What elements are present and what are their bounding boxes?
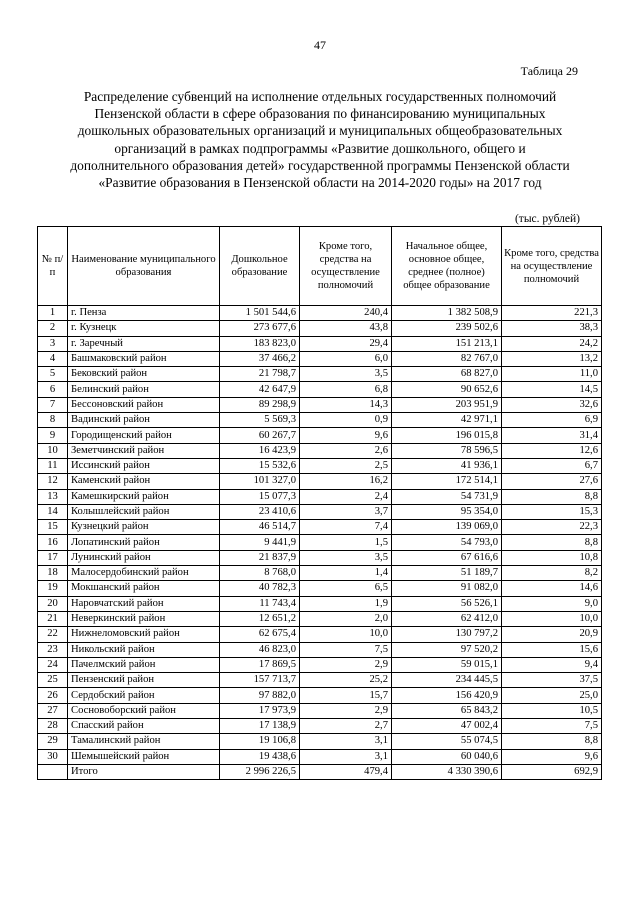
preschool-extra-amount: 43,8	[300, 321, 392, 336]
preschool-amount: 273 677,6	[220, 321, 300, 336]
row-index: 3	[38, 336, 68, 351]
municipality-name: Каменский район	[68, 474, 220, 489]
preschool-amount: 17 138,9	[220, 719, 300, 734]
municipality-name: Мокшанский район	[68, 581, 220, 596]
row-index: 1	[38, 306, 68, 321]
general-amount: 54 731,9	[392, 489, 502, 504]
preschool-amount: 12 651,2	[220, 611, 300, 626]
general-amount: 42 971,1	[392, 413, 502, 428]
general-amount: 47 002,4	[392, 719, 502, 734]
table-row	[38, 351, 602, 366]
preschool-extra-amount: 3,5	[300, 550, 392, 565]
preschool-amount: 15 077,3	[220, 489, 300, 504]
preschool-amount: 46 823,0	[220, 642, 300, 657]
municipality-name: Нижнеломовский район	[68, 627, 220, 642]
general-amount: 203 951,9	[392, 397, 502, 412]
preschool-amount: 183 823,0	[220, 336, 300, 351]
table-row	[38, 458, 602, 473]
row-index: 26	[38, 688, 68, 703]
general-extra-amount: 6,7	[502, 458, 602, 473]
subvention-table	[37, 226, 602, 780]
general-extra-amount: 15,3	[502, 504, 602, 519]
municipality-name: г. Заречный	[68, 336, 220, 351]
table-row	[38, 504, 602, 519]
general-extra-amount: 12,6	[502, 443, 602, 458]
general-extra-amount: 14,6	[502, 581, 602, 596]
municipality-name: Наровчатский район	[68, 596, 220, 611]
preschool-extra-amount: 3,1	[300, 734, 392, 749]
general-extra-amount: 6,9	[502, 413, 602, 428]
table-row	[38, 550, 602, 565]
unit-note: (тыс. рублей)	[514, 213, 580, 225]
table-row	[38, 367, 602, 382]
total-general-extra-amount: 692,9	[502, 764, 602, 779]
preschool-amount: 17 973,9	[220, 703, 300, 718]
row-index: 28	[38, 719, 68, 734]
general-amount: 65 843,2	[392, 703, 502, 718]
preschool-amount: 9 441,9	[220, 535, 300, 550]
preschool-amount: 37 466,2	[220, 351, 300, 366]
preschool-amount: 19 106,8	[220, 734, 300, 749]
general-extra-amount: 9,6	[502, 749, 602, 764]
municipality-name: Никольский район	[68, 642, 220, 657]
preschool-extra-amount: 6,5	[300, 581, 392, 596]
preschool-amount: 15 532,6	[220, 458, 300, 473]
general-amount: 130 797,2	[392, 627, 502, 642]
general-amount: 68 827,0	[392, 367, 502, 382]
general-extra-amount: 9,4	[502, 657, 602, 672]
preschool-extra-amount: 2,9	[300, 703, 392, 718]
municipality-name: Лунинский район	[68, 550, 220, 565]
preschool-extra-amount: 10,0	[300, 627, 392, 642]
table-row	[38, 581, 602, 596]
total-general-amount: 4 330 390,6	[392, 764, 502, 779]
preschool-extra-amount: 2,6	[300, 443, 392, 458]
preschool-extra-amount: 2,4	[300, 489, 392, 504]
preschool-extra-amount: 3,5	[300, 367, 392, 382]
preschool-amount: 60 267,7	[220, 428, 300, 443]
municipality-name: Кузнецкий район	[68, 520, 220, 535]
general-amount: 55 074,5	[392, 734, 502, 749]
table-row	[38, 474, 602, 489]
total-preschool-amount: 2 996 226,5	[220, 764, 300, 779]
row-index: 10	[38, 443, 68, 458]
preschool-extra-amount: 9,6	[300, 428, 392, 443]
table-header	[38, 227, 602, 306]
header-index: № п/п	[38, 227, 68, 306]
table-row	[38, 321, 602, 336]
general-extra-amount: 10,8	[502, 550, 602, 565]
table-row	[38, 566, 602, 581]
total-label: Итого	[68, 764, 220, 779]
preschool-extra-amount: 6,8	[300, 382, 392, 397]
row-index: 17	[38, 550, 68, 565]
preschool-extra-amount: 1,5	[300, 535, 392, 550]
table-row	[38, 703, 602, 718]
municipality-name: Городищенский район	[68, 428, 220, 443]
preschool-amount: 62 675,4	[220, 627, 300, 642]
row-index: 22	[38, 627, 68, 642]
row-index: 2	[38, 321, 68, 336]
general-amount: 62 412,0	[392, 611, 502, 626]
general-extra-amount: 20,9	[502, 627, 602, 642]
row-index: 25	[38, 673, 68, 688]
municipality-name: Башмаковский район	[68, 351, 220, 366]
row-index: 23	[38, 642, 68, 657]
municipality-name: Пачелмский район	[68, 657, 220, 672]
header-general: Начальное общее, основное общее, среднее (полное) общее образование	[392, 227, 502, 306]
table-row	[38, 657, 602, 672]
general-amount: 151 213,1	[392, 336, 502, 351]
row-index: 11	[38, 458, 68, 473]
municipality-name: г. Кузнецк	[68, 321, 220, 336]
table-row	[38, 627, 602, 642]
general-amount: 95 354,0	[392, 504, 502, 519]
row-index: 30	[38, 749, 68, 764]
row-index: 18	[38, 566, 68, 581]
municipality-name: Шемышейский район	[68, 749, 220, 764]
municipality-name: Сосновоборский район	[68, 703, 220, 718]
total-row-index	[38, 764, 68, 779]
general-amount: 91 082,0	[392, 581, 502, 596]
preschool-extra-amount: 2,5	[300, 458, 392, 473]
table-body	[38, 306, 602, 780]
municipality-name: Малосердобинский район	[68, 566, 220, 581]
general-extra-amount: 32,6	[502, 397, 602, 412]
table-row	[38, 749, 602, 764]
general-amount: 97 520,2	[392, 642, 502, 657]
preschool-extra-amount: 2,0	[300, 611, 392, 626]
preschool-amount: 23 410,6	[220, 504, 300, 519]
general-extra-amount: 38,3	[502, 321, 602, 336]
preschool-amount: 21 798,7	[220, 367, 300, 382]
table-row	[38, 673, 602, 688]
preschool-amount: 101 327,0	[220, 474, 300, 489]
municipality-name: Неверкинский район	[68, 611, 220, 626]
preschool-amount: 17 869,5	[220, 657, 300, 672]
preschool-extra-amount: 2,7	[300, 719, 392, 734]
row-index: 8	[38, 413, 68, 428]
preschool-extra-amount: 3,7	[300, 504, 392, 519]
total-row	[38, 764, 602, 779]
preschool-extra-amount: 14,3	[300, 397, 392, 412]
preschool-amount: 157 713,7	[220, 673, 300, 688]
municipality-name: Белинский район	[68, 382, 220, 397]
document-title: Распределение субвенций на исполнение отдельных государственных полномочий Пензенской области в сфере образования по финансированию муниципальных дошкольных образовательных организаций и муниципальных общеобразовательных организаций в рамках подпрограммы «Развитие дошкольного, общего и дополнительного образования детей» государственной программы Пензенской области «Развитие образования в Пензенской области на 2014-2020 годы» на 2017 год	[70, 89, 570, 191]
municipality-name: Бековский район	[68, 367, 220, 382]
general-amount: 1 382 508,9	[392, 306, 502, 321]
table-row	[38, 520, 602, 535]
preschool-amount: 8 768,0	[220, 566, 300, 581]
table-row	[38, 642, 602, 657]
preschool-extra-amount: 25,2	[300, 673, 392, 688]
general-amount: 239 502,6	[392, 321, 502, 336]
general-extra-amount: 7,5	[502, 719, 602, 734]
preschool-amount: 19 438,6	[220, 749, 300, 764]
general-amount: 41 936,1	[392, 458, 502, 473]
general-extra-amount: 8,8	[502, 535, 602, 550]
general-amount: 234 445,5	[392, 673, 502, 688]
general-amount: 82 767,0	[392, 351, 502, 366]
general-extra-amount: 8,2	[502, 566, 602, 581]
general-extra-amount: 221,3	[502, 306, 602, 321]
general-extra-amount: 14,5	[502, 382, 602, 397]
table-row	[38, 336, 602, 351]
general-extra-amount: 27,6	[502, 474, 602, 489]
general-extra-amount: 9,0	[502, 596, 602, 611]
table-row	[38, 734, 602, 749]
preschool-extra-amount: 2,9	[300, 657, 392, 672]
general-extra-amount: 11,0	[502, 367, 602, 382]
row-index: 16	[38, 535, 68, 550]
table-row	[38, 596, 602, 611]
row-index: 19	[38, 581, 68, 596]
general-extra-amount: 8,8	[502, 734, 602, 749]
preschool-extra-amount: 240,4	[300, 306, 392, 321]
table-row	[38, 428, 602, 443]
preschool-amount: 16 423,9	[220, 443, 300, 458]
general-amount: 139 069,0	[392, 520, 502, 535]
preschool-extra-amount: 7,4	[300, 520, 392, 535]
header-municipality: Наименование муниципального образования	[68, 227, 220, 306]
preschool-amount: 11 743,4	[220, 596, 300, 611]
table-row	[38, 611, 602, 626]
row-index: 24	[38, 657, 68, 672]
municipality-name: Пензенский район	[68, 673, 220, 688]
preschool-extra-amount: 29,4	[300, 336, 392, 351]
row-index: 27	[38, 703, 68, 718]
preschool-extra-amount: 15,7	[300, 688, 392, 703]
preschool-amount: 89 298,9	[220, 397, 300, 412]
table-row	[38, 413, 602, 428]
preschool-amount: 5 569,3	[220, 413, 300, 428]
general-extra-amount: 31,4	[502, 428, 602, 443]
row-index: 9	[38, 428, 68, 443]
table-label: Таблица 29	[520, 64, 578, 78]
general-extra-amount: 8,8	[502, 489, 602, 504]
preschool-extra-amount: 6,0	[300, 351, 392, 366]
general-extra-amount: 22,3	[502, 520, 602, 535]
table-row	[38, 306, 602, 321]
table-row	[38, 443, 602, 458]
preschool-amount: 21 837,9	[220, 550, 300, 565]
header-general-extra: Кроме того, средства на осуществление полномочий	[502, 227, 602, 306]
preschool-amount: 1 501 544,6	[220, 306, 300, 321]
municipality-name: г. Пенза	[68, 306, 220, 321]
general-amount: 54 793,0	[392, 535, 502, 550]
municipality-name: Тамалинский район	[68, 734, 220, 749]
general-amount: 156 420,9	[392, 688, 502, 703]
page-number: 47	[314, 38, 326, 52]
row-index: 20	[38, 596, 68, 611]
general-extra-amount: 15,6	[502, 642, 602, 657]
total-preschool-extra-amount: 479,4	[300, 764, 392, 779]
preschool-amount: 40 782,3	[220, 581, 300, 596]
preschool-extra-amount: 0,9	[300, 413, 392, 428]
row-index: 4	[38, 351, 68, 366]
preschool-extra-amount: 7,5	[300, 642, 392, 657]
general-extra-amount: 24,2	[502, 336, 602, 351]
preschool-extra-amount: 1,9	[300, 596, 392, 611]
general-amount: 172 514,1	[392, 474, 502, 489]
general-amount: 60 040,6	[392, 749, 502, 764]
general-amount: 196 015,8	[392, 428, 502, 443]
table-row	[38, 719, 602, 734]
preschool-extra-amount: 16,2	[300, 474, 392, 489]
preschool-amount: 42 647,9	[220, 382, 300, 397]
municipality-name: Колышлейский район	[68, 504, 220, 519]
row-index: 21	[38, 611, 68, 626]
general-extra-amount: 37,5	[502, 673, 602, 688]
row-index: 29	[38, 734, 68, 749]
row-index: 5	[38, 367, 68, 382]
municipality-name: Сердобский район	[68, 688, 220, 703]
general-amount: 56 526,1	[392, 596, 502, 611]
row-index: 15	[38, 520, 68, 535]
table-row	[38, 489, 602, 504]
preschool-amount: 46 514,7	[220, 520, 300, 535]
row-index: 7	[38, 397, 68, 412]
table-row	[38, 397, 602, 412]
municipality-name: Камешкирский район	[68, 489, 220, 504]
municipality-name: Вадинский район	[68, 413, 220, 428]
header-preschool: Дошкольное образование	[220, 227, 300, 306]
general-amount: 67 616,6	[392, 550, 502, 565]
general-amount: 59 015,1	[392, 657, 502, 672]
general-amount: 78 596,5	[392, 443, 502, 458]
row-index: 13	[38, 489, 68, 504]
municipality-name: Земетчинский район	[68, 443, 220, 458]
general-extra-amount: 25,0	[502, 688, 602, 703]
row-index: 12	[38, 474, 68, 489]
general-extra-amount: 10,5	[502, 703, 602, 718]
table-row	[38, 382, 602, 397]
preschool-amount: 97 882,0	[220, 688, 300, 703]
municipality-name: Бессоновский район	[68, 397, 220, 412]
header-preschool-extra: Кроме того, средства на осуществление полномочий	[300, 227, 392, 306]
header-row	[38, 227, 602, 306]
general-extra-amount: 10,0	[502, 611, 602, 626]
row-index: 6	[38, 382, 68, 397]
municipality-name: Лопатинский район	[68, 535, 220, 550]
general-amount: 90 652,6	[392, 382, 502, 397]
preschool-extra-amount: 3,1	[300, 749, 392, 764]
general-extra-amount: 13,2	[502, 351, 602, 366]
row-index: 14	[38, 504, 68, 519]
preschool-extra-amount: 1,4	[300, 566, 392, 581]
general-amount: 51 189,7	[392, 566, 502, 581]
table-row	[38, 535, 602, 550]
table-row	[38, 688, 602, 703]
municipality-name: Иссинский район	[68, 458, 220, 473]
municipality-name: Спасский район	[68, 719, 220, 734]
